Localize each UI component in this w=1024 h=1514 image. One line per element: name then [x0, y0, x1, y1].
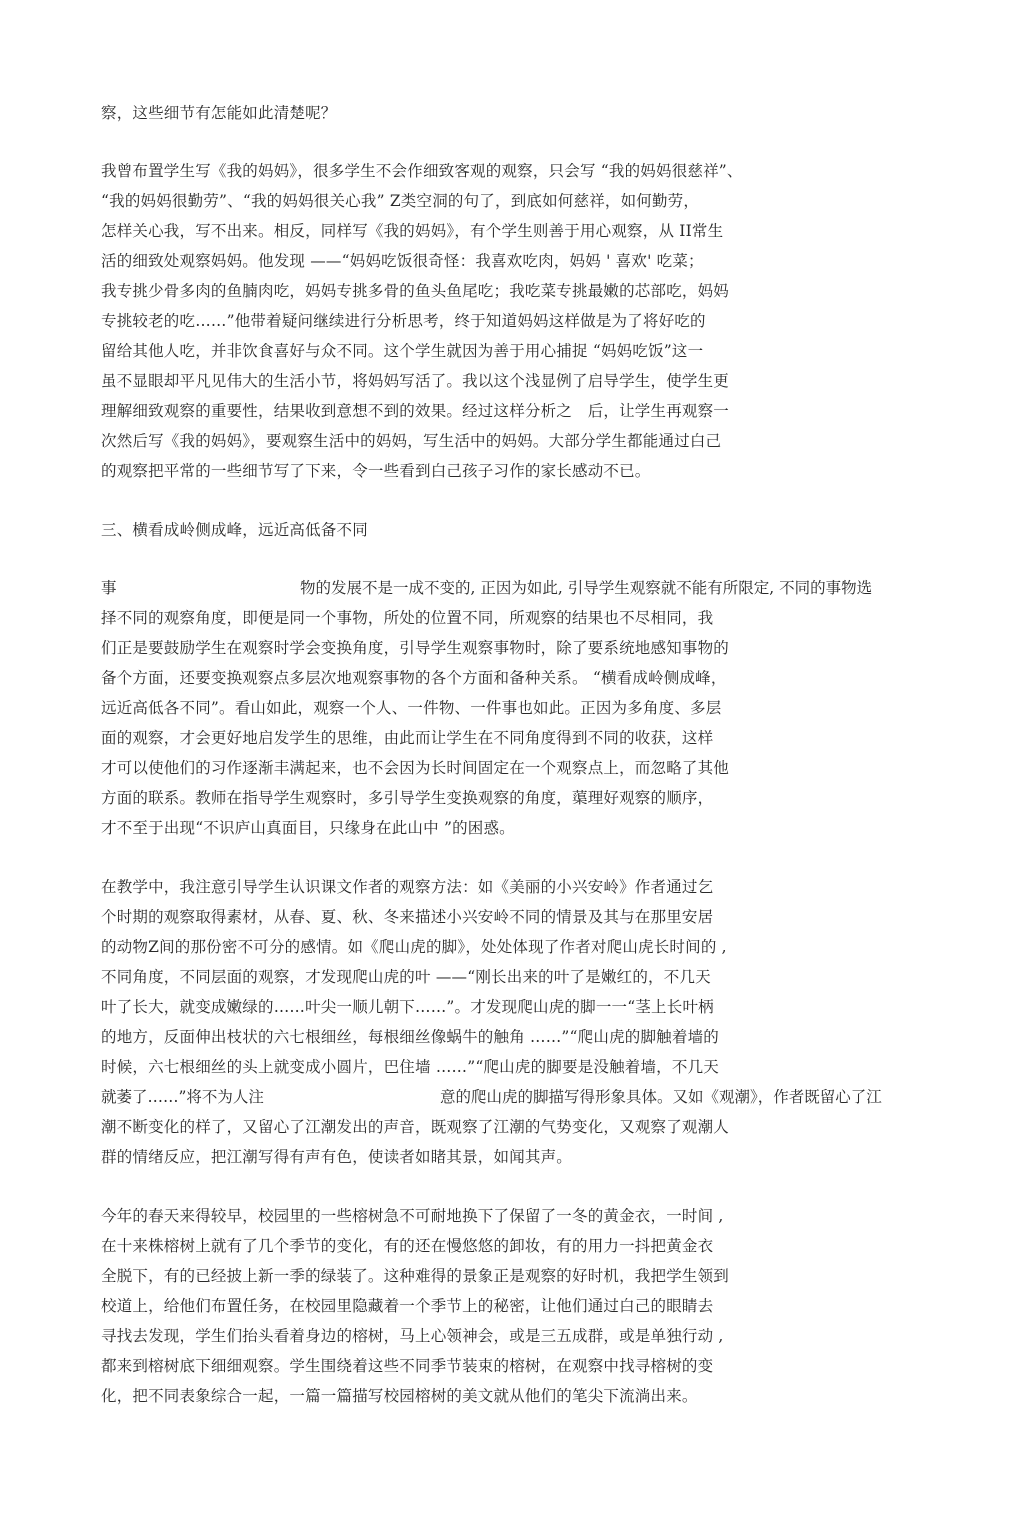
text-line: 群的情绪反应，把江潮写得有声有色，使读者如睹其景，如闻其声。 — [101, 1148, 573, 1166]
text-line: 不同角度，不同层面的观察，才发现爬山虎的叶 ——“刚长出来的叶了是嫩红的，不几天 — [101, 968, 711, 986]
text-line: 时候，六七根细丝的头上就变成小圆片，巴住墙 ……”“爬山虎的脚要是没触着墙，不几天 — [101, 1058, 719, 1076]
text-line: 备个方面，还要变换观察点多层次地观察事物的各个方面和备种关系。 “横看成岭侧成峰， — [101, 669, 727, 687]
text-line: 在教学中，我注意引导学生认识课文作者的观察方法：如《美丽的小兴安岭》作者通过乞 — [101, 878, 714, 896]
text-line: 方面的联系。教师在指导学生观察时，多引导学生变换观察的角度，蕖理好观察的顺序， — [101, 789, 714, 807]
text-line: 才可以使他们的习作逐渐丰满起来，也不会因为长时间固定在一个观察点上，而忽略了其他 — [101, 759, 730, 777]
text-line: 我专挑少骨多肉的鱼腩肉吃，妈妈专挑多骨的鱼头鱼尾吃；我吃菜专挑最嫩的芯部吃，妈妈 — [101, 282, 730, 300]
text-line: 才不至于出现“不识庐山真面目，只缘身在此山中 ”的困惑。 — [101, 819, 515, 837]
text-line: 潮不断变化的样了，又留心了江潮发出的声音，既观察了江潮的气势变化，又观察了观潮人 — [101, 1118, 730, 1136]
section-heading: 三、横看成岭侧成峰，远近高低备不同 — [101, 521, 368, 539]
text-line: 活的细致处观察妈妈。他发现 ——“妈妈吃饭很奇怪：我喜欢吃肉，妈妈 ' 喜欢' 吃菜； — [101, 252, 704, 270]
text-line-rest: 意的爬山虎的脚描写得形象具体。又如《观潮》，作者既留心了江 — [440, 1088, 882, 1106]
text-line: 都来到榕树底下细细观察。学生围绕着这些不同季节装束的榕树，在观察中找寻榕树的变 — [101, 1357, 714, 1375]
text-line: 我曾布置学生写《我的妈妈》，很多学生不会作细致客观的观察，只会写 “我的妈妈很慈祥”、 — [101, 162, 743, 180]
text-line: 的观察把平常的一些细节写了下来，令一些看到白己孩子习作的家长感动不已。 — [101, 462, 651, 480]
text-line: 远近高低各不同”。看山如此，观察一个人、一件物、一件事也如此。正因为多角度、多层 — [101, 699, 722, 717]
text-line: 怎样关心我，写不出来。相反，同样写《我的妈妈》，有个学生则善于用心观察，从 II常生 — [101, 222, 724, 240]
text-line: 们正是要鼓励学生在观察时学会变换角度，引导学生观察事物时，除了要系统地感知事物的 — [101, 639, 730, 657]
text-line: 理解细致观察的重要性，结果收到意想不到的效果。经过这样分析之 后，让学生再观察一 — [101, 402, 730, 420]
text-line: 次然后写《我的妈妈》，要观察生活中的妈妈，写生活中的妈妈。大部分学生都能通过白己 — [101, 432, 722, 450]
text-line-start: 事 — [101, 579, 117, 597]
text-line: 择不同的观察角度，即便是同一个事物，所处的位置不同，所观察的结果也不尽相同，我 — [101, 609, 714, 627]
text-line: 面的观察，才会更好地启发学生的思维，由此而让学生在不同角度得到不同的收获，这样 — [101, 729, 714, 747]
text-line: 的地方，反面伸出枝状的六七根细丝，每根细丝像蜗牛的触角 ……”“爬山虎的脚触着墙的 — [101, 1028, 719, 1046]
text-line-rest: 物的发展不是一成不变的, 正因为如此, 引导学生观察就不能有所限定, 不同的事物选 — [300, 579, 873, 597]
text-line-start: 就萎了……”将不为人注 — [101, 1088, 264, 1106]
text-line: “我的妈妈很勤劳”、“我的妈妈很关心我” Z类空洞的句了，到底如何慈祥，如何勤劳， — [101, 192, 700, 210]
text-line: 察，这些细节有怎能如此清楚呢？ — [101, 104, 337, 122]
text-line: 留给其他人吃，并非饮食喜好与众不同。这个学生就因为善于用心捕捉 “妈妈吃饭”这一 — [101, 342, 704, 360]
text-line: 虽不显眼却平凡见伟大的生活小节，将妈妈写活了。我以这个浅显例了启导学生，使学生更 — [101, 372, 730, 390]
text-line: 在十来株榕树上就有了几个季节的变化，有的还在慢悠悠的卸妆，有的用力一抖把黄金衣 — [101, 1237, 714, 1255]
text-line: 今年的春天来得较早，校园里的一些榕树急不可耐地换下了保留了一冬的黄金衣，一时间 , — [101, 1207, 724, 1225]
text-line: 寻找去发现，学生们抬头看着身边的榕树，马上心领神会，或是三五成群，或是单独行动 , — [101, 1327, 724, 1345]
text-line: 个时期的观察取得素材，从春、夏、秋、冬来描述小兴安岭不同的情景及其与在那里安居 — [101, 908, 714, 926]
text-line: 全脱下，有的已经披上新一季的绿装了。这种难得的景象正是观察的好时机，我把学生领到 — [101, 1267, 730, 1285]
text-line: 专挑较老的吃……”他带着疑问继续进行分析思考，终于知道妈妈这样做是为了将好吃的 — [101, 312, 706, 330]
text-line: 校道上，给他们布置任务，在校园里隐藏着一个季节上的秘密，让他们通过白己的眼睛去 — [101, 1297, 714, 1315]
text-line: 的动物Z间的那份密不可分的感情。如《爬山虎的脚》，处处体现了作者对爬山虎长时间的 , — [101, 938, 727, 956]
text-line: 叶了长大，就变成嫩绿的……叶尖一顺儿朝下……”。才发现爬山虎的脚一一“茎上长叶柄 — [101, 998, 714, 1016]
text-line: 化，把不同表象综合一起，一篇一篇描写校园榕树的美文就从他们的笔尖下流淌出来。 — [101, 1387, 698, 1405]
